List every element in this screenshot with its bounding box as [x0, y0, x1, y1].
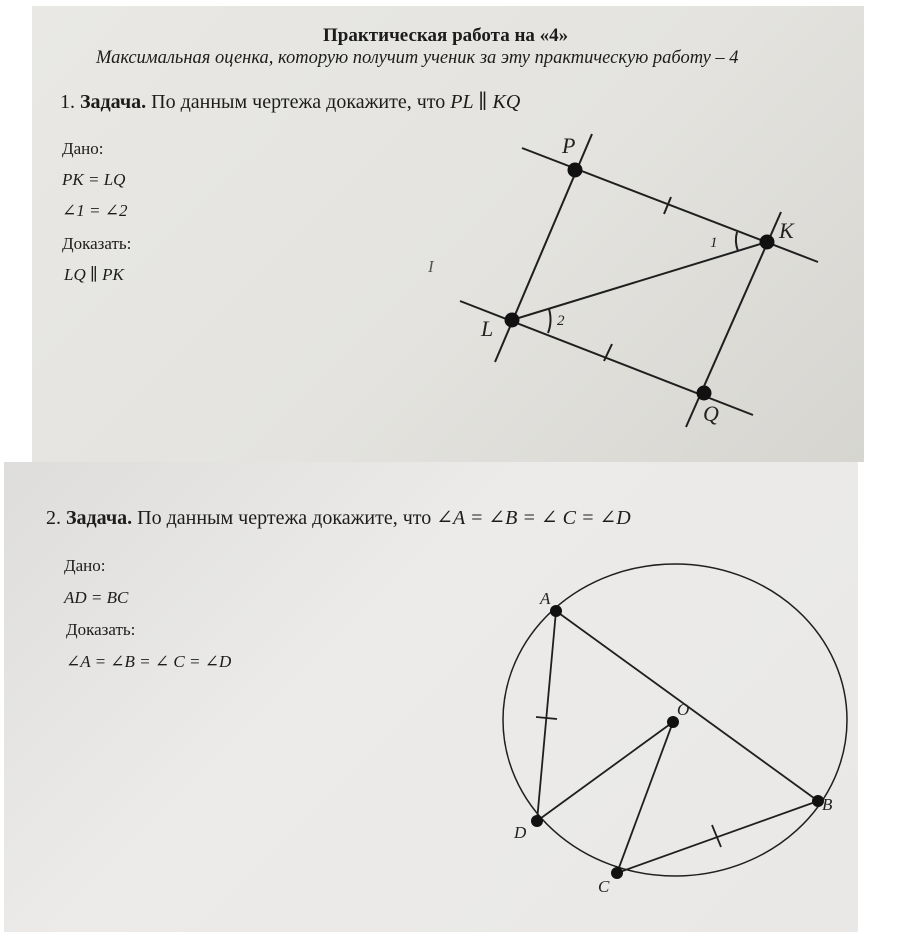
- task1-given-1: PK = LQ: [62, 170, 126, 189]
- label-p: P: [562, 133, 576, 158]
- label-d: D: [514, 823, 527, 842]
- task2-given-label: Дано:: [64, 556, 106, 575]
- task2-given-1: AD = BC: [64, 588, 129, 607]
- segment-lk: [512, 242, 767, 320]
- task1-statement: По данным чертежа докажите, что: [151, 91, 446, 113]
- stray-mark: I: [428, 257, 434, 276]
- page-title: Практическая работа на «4»: [323, 25, 569, 46]
- task2-prove: ∠A = ∠B = ∠ C = ∠D: [66, 652, 232, 671]
- task1-label: Задача.: [80, 91, 147, 113]
- label-a: A: [540, 589, 551, 608]
- label-k: K: [779, 218, 794, 243]
- angle-1-arc: [736, 232, 738, 251]
- task2-prove-label: Доказать:: [66, 620, 136, 639]
- segment-oc: [617, 722, 673, 873]
- task1-prove-label: Доказать:: [62, 234, 132, 253]
- label-angle-1: 1: [710, 235, 718, 251]
- label-l: L: [481, 316, 494, 341]
- task2-statement: По данным чертежа докажите, что: [137, 507, 432, 529]
- point-a: [550, 605, 562, 617]
- segment-do: [537, 722, 673, 821]
- angle-2-arc: [548, 309, 550, 333]
- figure-1: [0, 0, 921, 462]
- label-angle-2: 2: [557, 313, 565, 329]
- task1-number: 1.: [60, 91, 75, 113]
- tick-ad: [536, 717, 557, 719]
- point-p: [568, 163, 583, 178]
- label-b: B: [822, 795, 833, 814]
- segment-ad: [537, 611, 556, 821]
- task2-label: Задача.: [66, 507, 133, 529]
- task2-number: 2.: [46, 507, 61, 529]
- label-o: O: [677, 700, 690, 719]
- label-q: Q: [703, 401, 719, 426]
- task1-given-2: ∠1 = ∠2: [62, 201, 128, 220]
- task1-prove: LQ ∥ PK: [64, 265, 124, 284]
- point-k: [760, 235, 775, 250]
- point-l: [505, 313, 520, 328]
- task1-statement-formula: PL ∥ KQ: [450, 91, 521, 113]
- page-subtitle: Максимальная оценка, которую получит ученик за эту практическую работу – 4: [96, 48, 739, 68]
- point-c: [611, 867, 623, 879]
- point-q: [697, 386, 712, 401]
- task2-statement-formula: ∠A = ∠B = ∠ C = ∠D: [436, 507, 631, 529]
- point-d: [531, 815, 543, 827]
- task1-given-label: Дано:: [62, 139, 104, 158]
- figure-2: [0, 462, 921, 934]
- label-c: C: [598, 877, 610, 896]
